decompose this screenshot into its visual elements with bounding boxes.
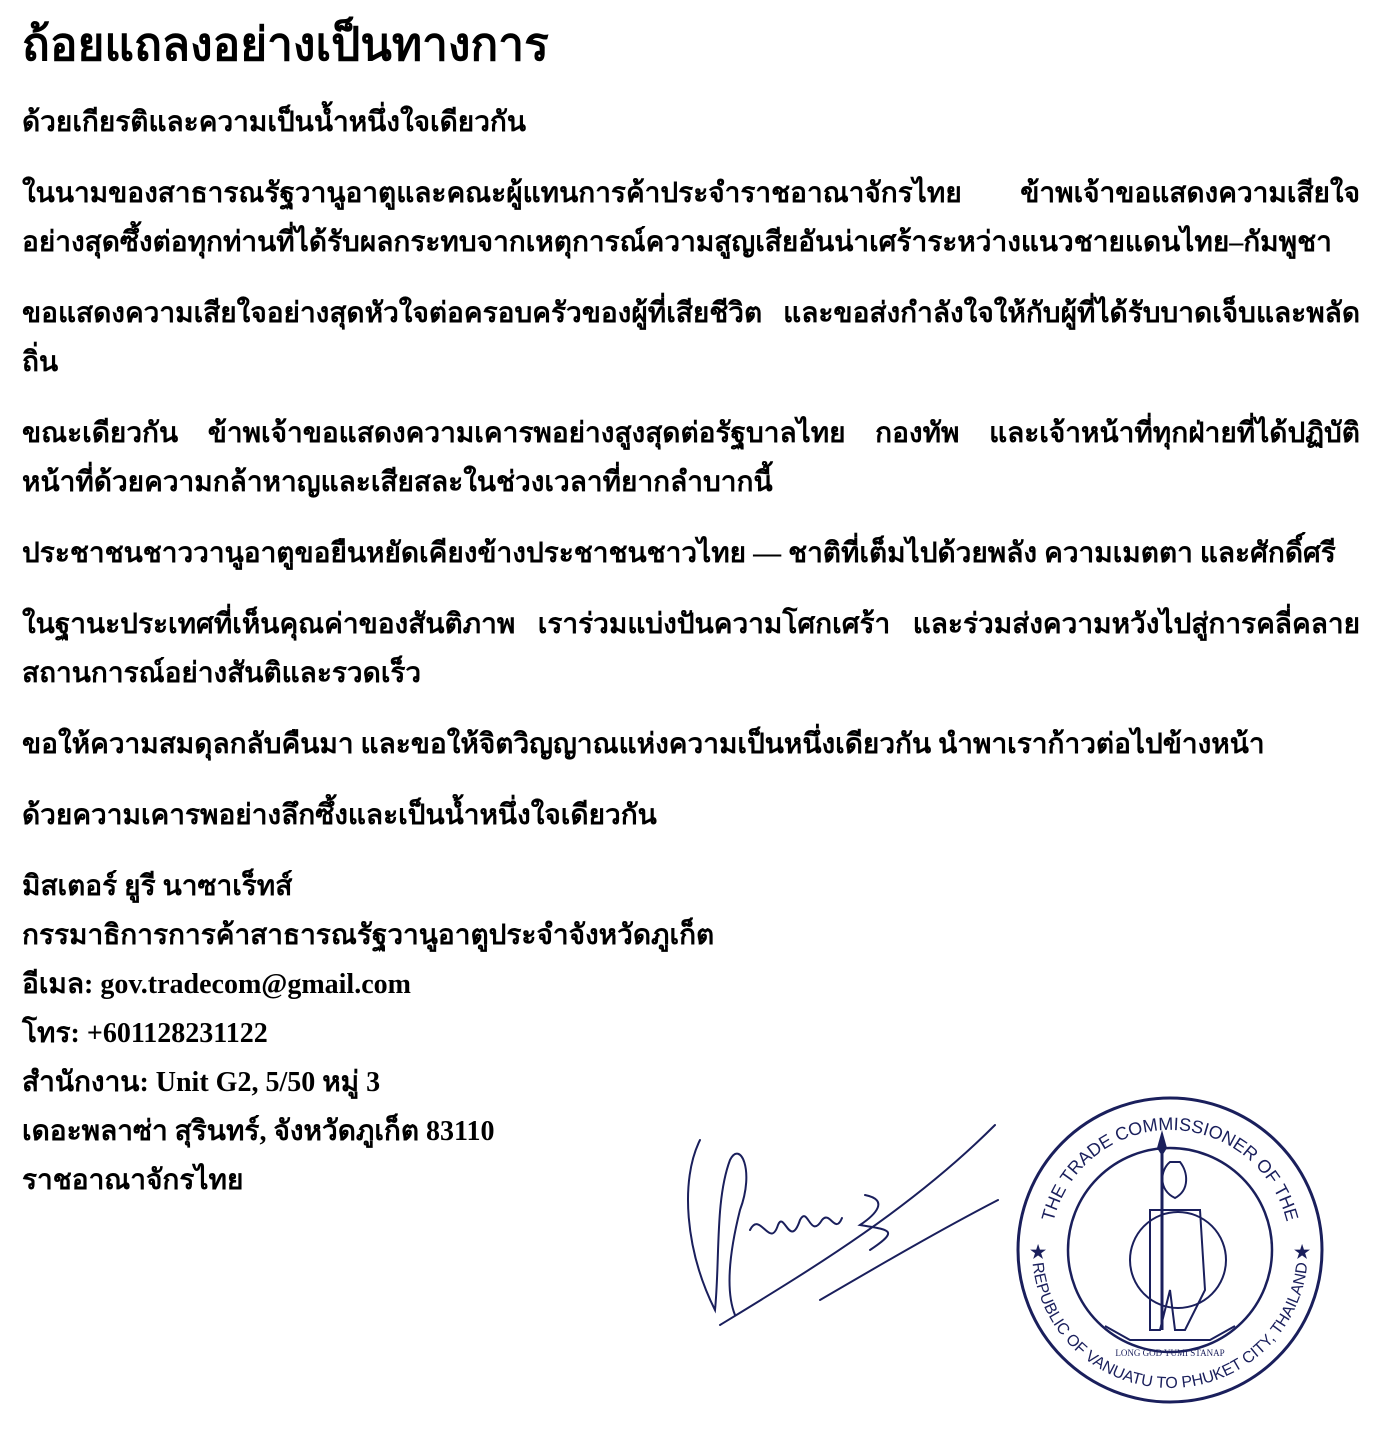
signatory-position: กรรมาธิการการค้าสาธารณรัฐวานูอาตูประจำจังหวัดภูเก็ต xyxy=(22,920,715,951)
signatory-address: เดอะพลาซ่า สุรินทร์, จังหวัดภูเก็ต 83110 xyxy=(22,1116,495,1147)
paragraph-peace: ในฐานะประเทศที่เห็นคุณค่าของสันติภาพ เราร่วมแบ่งปันความโศกเศร้า และร่วมส่งความหวังไปสู่การคลี่คลายสถานการณ์อย่างสันติและรวดเร็ว xyxy=(22,609,1360,689)
signatory-country: ราชอาณาจักรไทย xyxy=(22,1165,244,1196)
signatory-phone: โทร: +601128231122 xyxy=(22,1018,268,1049)
svg-text:REPUBLIC OF VANUATU TO PHUKET xyxy=(1029,1261,1312,1392)
star-icon: ★ xyxy=(1294,1242,1311,1262)
closing: ด้วยความเคารพอย่างลึกซึ้งและเป็นน้ำหนึ่งใจเดียวกัน xyxy=(22,800,657,831)
signatory-name: มิสเตอร์ ยูรี นาซาเร็ทส์ xyxy=(22,871,293,902)
handwritten-signature xyxy=(660,1100,1000,1340)
paragraph-condolence: ในนามของสาธารณรัฐวานูอาตูและคณะผู้แทนการค้าประจำราชอาณาจักรไทย ข้าพเจ้าขอแสดงความเสียใจอย่างสุดซึ้งต่อทุกท่านที่ได้รับผลกระทบจากเหตุการณ์ความสูญเสียอันน่าเศร้าระหว่างแนวชายแดนไทย–กัมพูชา xyxy=(22,178,1360,258)
paragraph-solidarity: ประชาชนชาววานูอาตูขอยืนหยัดเคียงข้างประชาชนชาวไทย — ชาติที่เต็มไปด้วยพลัง ความเมตตา และศักดิ์ศรี xyxy=(22,538,1336,569)
salutation: ด้วยเกียรติและความเป็นน้ำหนึ่งใจเดียวกัน xyxy=(22,107,527,138)
signatory-office: สำนักงาน: Unit G2, 5/50 หมู่ 3 xyxy=(22,1067,381,1098)
seal-top-text: THE TRADE COMMISSIONER OF THE xyxy=(1037,1113,1303,1224)
paragraph-respect: ขณะเดียวกัน ข้าพเจ้าขอแสดงความเคารพอย่างสูงสุดต่อรัฐบาลไทย กองทัพ และเจ้าหน้าที่ทุกฝ่ายที่ได้ปฏิบัติหน้าที่ด้วยความกล้าหาญและเสียสละในช่วงเวลาที่ยากลำบากนี้ xyxy=(22,418,1360,498)
paragraph-families: ขอแสดงความเสียใจอย่างสุดหัวใจต่อครอบครัวของผู้ที่เสียชีวิต และขอส่งกำลังใจให้กับผู้ที่ได้รับบาดเจ็บและพลัดถิ่น xyxy=(22,298,1360,378)
official-seal xyxy=(1010,1090,1330,1410)
star-icon: ★ xyxy=(1030,1242,1047,1262)
statement-document xyxy=(22,0,1360,1205)
signatory-email: อีเมล: gov.tradecom@gmail.com xyxy=(22,969,411,1000)
statement-title: ถ้อยแถลงอย่างเป็นทางการ xyxy=(22,19,549,70)
seal-motto: LONG GOD YUMI STANAP xyxy=(1115,1348,1225,1358)
seal-bottom-text: REPUBLIC OF VANUATU TO PHUKET CITY, THAILAND xyxy=(1028,1261,1312,1393)
paragraph-hope: ขอให้ความสมดุลกลับคืนมา และขอให้จิตวิญญาณแห่งความเป็นหนึ่งเดียวกัน นำพาเราก้าวต่อไปข้างหน้า xyxy=(22,729,1265,760)
